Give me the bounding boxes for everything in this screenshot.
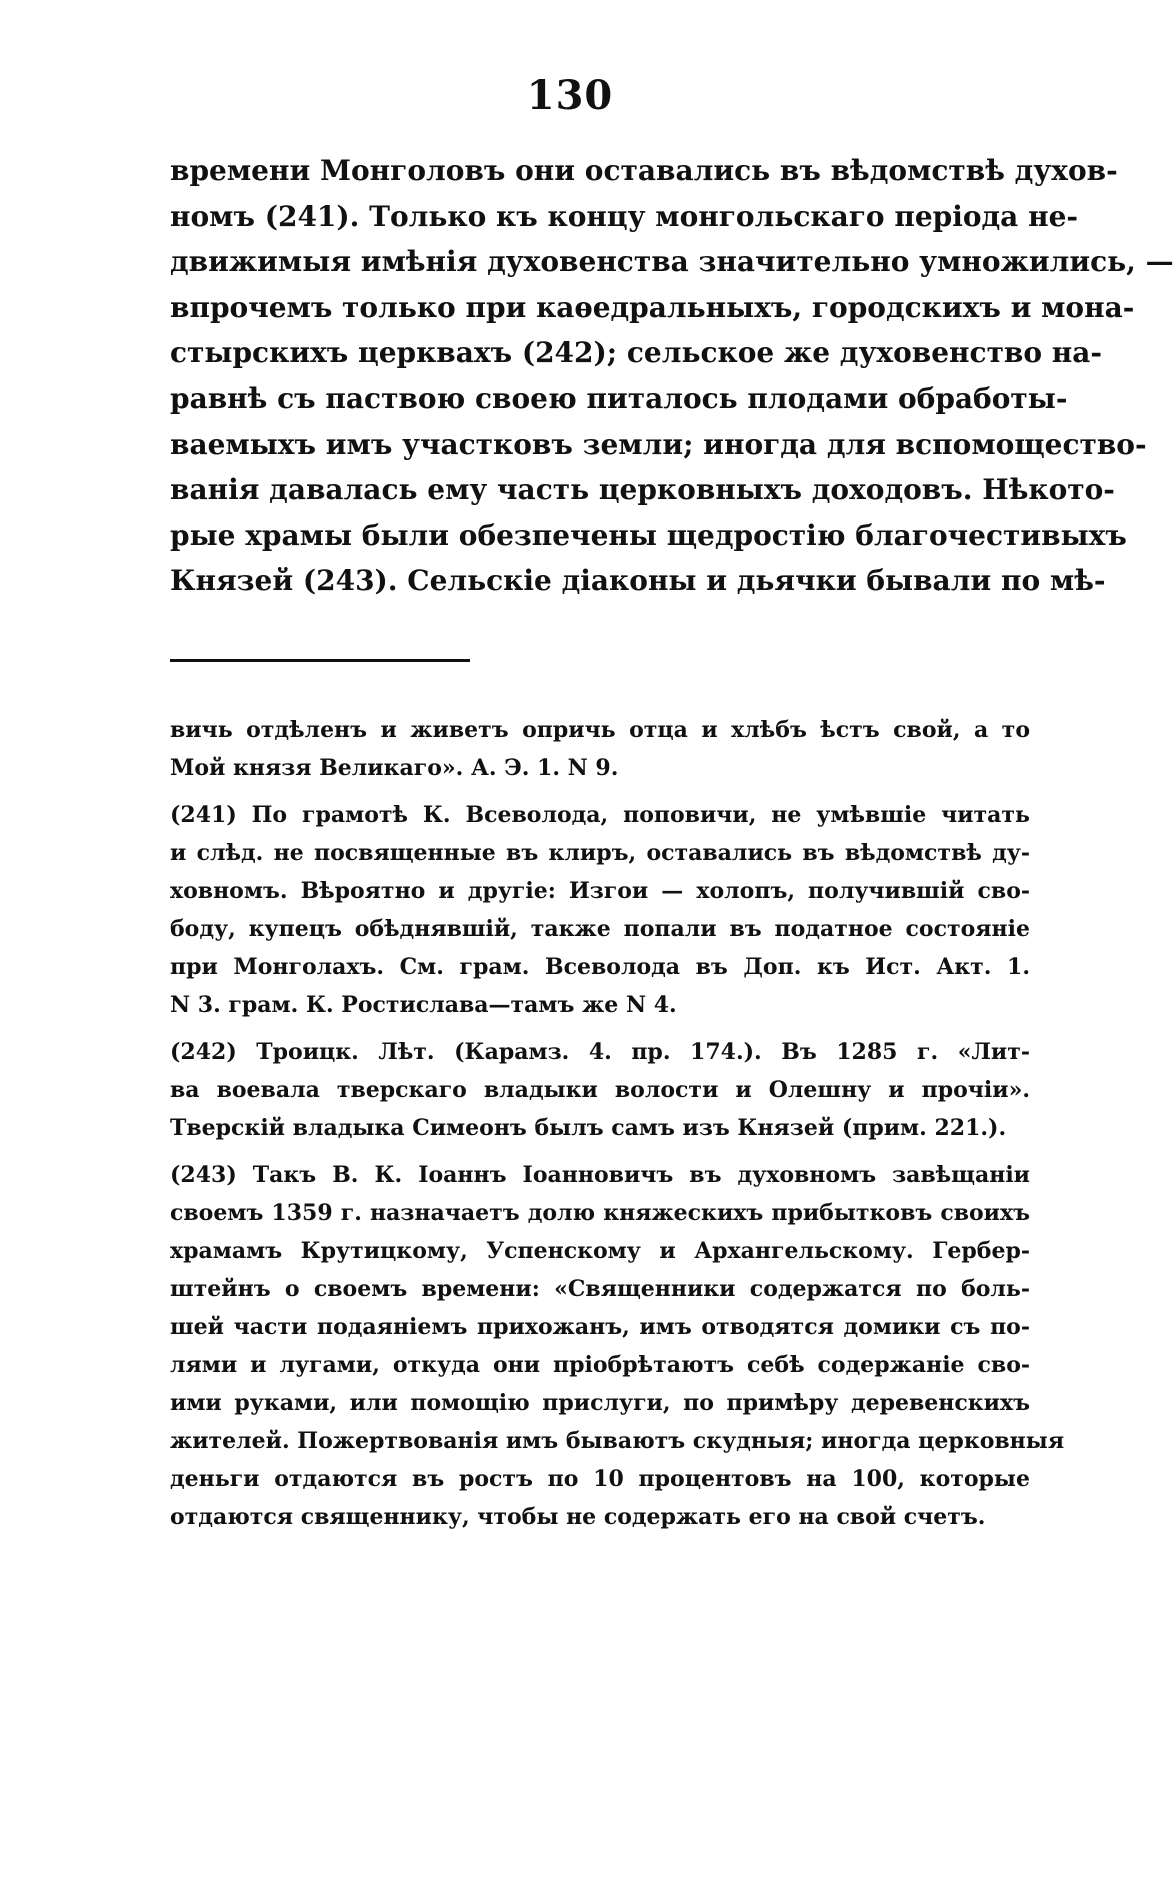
footnote-separator bbox=[170, 659, 470, 662]
footnote-line: отдаются священнику, чтобы не содержать его на свой счетъ. bbox=[170, 1504, 986, 1530]
footnote-line: при Монголахъ. См. грам. Всеволода въ Доп. къ Ист. Акт. 1. bbox=[170, 954, 1030, 980]
main-text-line: стырскихъ церквахъ (242); сельское же духовенство на- bbox=[170, 336, 1103, 370]
footnote-line: ими руками, или помощію прислуги, по примѣру деревенскихъ bbox=[170, 1390, 1030, 1416]
main-text-line: времени Монголовъ они оставались въ вѣдомствѣ духов- bbox=[170, 154, 1118, 187]
footnote-continuation bbox=[170, 711, 1030, 787]
footnote-line: шей части подаяніемъ прихожанъ, имъ отводятся домики съ по- bbox=[170, 1314, 1030, 1340]
footnote-line: ховномъ. Вѣроятно и другіе: Изгои — холопъ, получившій сво- bbox=[170, 878, 1030, 904]
footnote-243 bbox=[170, 1156, 1065, 1536]
main-text-line: ваемыхъ имъ участковъ земли; иногда для вспомощество- bbox=[170, 427, 1147, 461]
main-text-line: номъ (241). Только къ концу монгольскаго періода не- bbox=[170, 199, 1079, 233]
main-text-line: движимыя имѣнія духовенства значительно умножились, — bbox=[170, 245, 1174, 279]
main-text-line: равнѣ съ паствою своею питалось плодами обработы- bbox=[170, 381, 1068, 415]
footnote-line: (243) Такъ В. К. Іоаннъ Іоанновичъ въ духовномъ завѣщаніи bbox=[170, 1162, 1030, 1188]
footnote-line: деньги отдаются въ ростъ по 10 процентовъ на 100, которые bbox=[170, 1466, 1030, 1492]
footnote-242 bbox=[170, 1033, 1030, 1147]
footnote-line: (241) По грамотѣ К. Всеволода, поповичи, не умѣвшіе читать bbox=[170, 802, 1030, 828]
footnote-line: своемъ 1359 г. назначаетъ долю княжескихъ прибытковъ своихъ bbox=[170, 1200, 1030, 1226]
main-text bbox=[170, 148, 1174, 604]
footnote-line: Мой князя Великаго». А. Э. 1. N 9. bbox=[170, 755, 619, 781]
footnote-line: штейнъ о своемъ времени: «Священники содержатся по боль- bbox=[170, 1276, 1030, 1302]
footnote-line: храмамъ Крутицкому, Успенскому и Архангельскому. Гербер- bbox=[170, 1238, 1030, 1264]
footnote-line: жителей. Пожертвованія имъ бываютъ скудныя; иногда церковныя bbox=[170, 1428, 1065, 1454]
page-number: 130 bbox=[526, 72, 614, 119]
footnotes bbox=[170, 711, 1065, 1545]
footnote-line: N 3. грам. К. Ростислава—тамъ же N 4. bbox=[170, 992, 677, 1018]
main-text-line: рые храмы были обезпечены щедростію благочестивыхъ bbox=[170, 518, 1127, 552]
footnote-line: боду, купецъ обѣднявшій, также попали въ податное состояніе bbox=[170, 916, 1030, 942]
footnote-line: Тверскій владыка Симеонъ былъ самъ изъ Князей (прим. 221.). bbox=[170, 1115, 1007, 1141]
footnote-line: лями и лугами, откуда они пріобрѣтаютъ себѣ содержаніе сво- bbox=[170, 1352, 1030, 1378]
footnote-line: и слѣд. не посвященные въ клиръ, оставались въ вѣдомствѣ ду- bbox=[170, 840, 1030, 866]
main-text-line: Князей (243). Сельскіе діаконы и дьячки бывали по мѣ- bbox=[170, 564, 1106, 598]
footnote-line: ва воевала тверскаго владыки волости и Олешну и прочіи». bbox=[170, 1077, 1030, 1103]
main-text-line: ванія давалась ему часть церковныхъ доходовъ. Нѣкото- bbox=[170, 473, 1115, 507]
footnote-241 bbox=[170, 796, 1030, 1024]
footnote-line: (242) Троицк. Лѣт. (Карамз. 4. пр. 174.). Въ 1285 г. «Лит- bbox=[170, 1039, 1030, 1065]
footnote-line: вичь отдѣленъ и живетъ опричь отца и хлѣбъ ѣстъ свой, а то bbox=[170, 717, 1030, 743]
main-text-line: впрочемъ только при каѳедральныхъ, городскихъ и мона- bbox=[170, 290, 1135, 324]
